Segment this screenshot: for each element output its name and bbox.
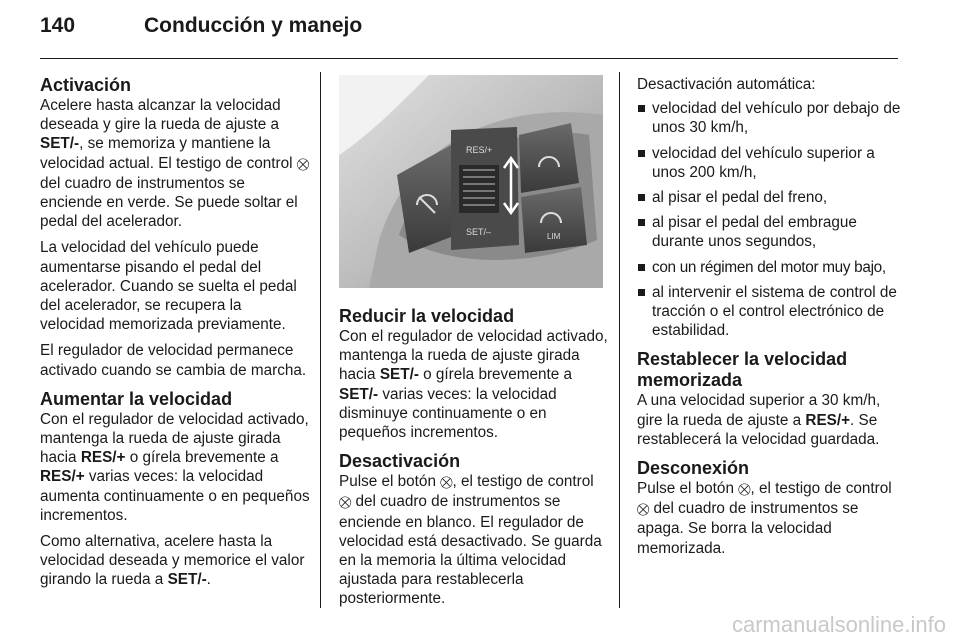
paragraph-activacion-2: La velocidad del vehículo puede aumentarse pisando el pedal del acelerador. Cuando se suelta el pedal del acelerador, se recupera la velocidad memorizada previamente. (40, 239, 297, 334)
cruise-control-icon: ⛒ (637, 502, 650, 517)
list-item: velocidad del vehículo superior a unos 200 km/h, (637, 144, 907, 182)
page-number: 140 (40, 14, 76, 37)
list-item: velocidad del vehículo por debajo de unos 30 km/h, (637, 99, 907, 137)
paragraph-desactivacion-1: Pulse el botón ⛒, el testigo de control ⛒ del cuadro de instrumentos se enciende en blanco. El regulador de velocidad está desactivado. Se guarda en la memoria la última velocidad ajustada para restablecerla posteriormente. (339, 473, 602, 608)
lim-label: LIM (547, 232, 561, 241)
set-label: SET/– (466, 227, 492, 237)
paragraph-restablecer-1: A una velocidad superior a 30 km/h, gire la rueda de ajuste a RES/+. Se restablecerá la velocidad guardada. (637, 392, 881, 448)
header-rule (40, 58, 898, 59)
paragraph-aumentar-2: Como alternativa, acelere hasta la velocidad deseada y memorice el valor girando la rueda a SET/-. (40, 533, 305, 589)
heading-desactivacion: Desactivación (339, 451, 461, 472)
limiter-button (521, 187, 587, 253)
cruise-control-icon: ⛒ (296, 156, 310, 171)
list-item: al pisar el pedal del embrague durante unos segundos, (637, 213, 907, 251)
cruise-control-icon: ⛒ (339, 495, 352, 510)
column-2 (339, 75, 609, 616)
paragraph-activacion-1: Acelere hasta alcanzar la velocidad deseada y gire la rueda de ajuste a SET/-, se memoriza y mantiene la velocidad actual. El testigo de control ⛒ del cuadro de instrumentos se enciende en verde. Se puede soltar el pedal del acelerador. (40, 97, 310, 231)
column-divider-2 (619, 72, 620, 608)
list-item: con un régimen del motor muy bajo, (637, 258, 907, 277)
heading-desconexion: Desconexión (637, 458, 750, 479)
heading-restablecer: Restablecer la velocidad memorizada (637, 349, 848, 391)
auto-deactivation-list (637, 99, 907, 340)
page-header (30, 14, 930, 46)
heading-reducir: Reducir la velocidad (339, 306, 515, 326)
res-label: RES/+ (466, 145, 493, 155)
column-3 (637, 75, 907, 565)
column-divider-1 (320, 72, 321, 608)
paragraph-reducir-1: Con el regulador de velocidad activado, mantenga la rueda de ajuste girada hacia SET/- o gírela brevemente a SET/- varias veces: la velocidad disminuye continuamente o en pequeños incrementos. (339, 328, 608, 442)
paragraph-activacion-3: El regulador de velocidad permanece activado cuando se cambia de marcha. (40, 342, 307, 379)
paragraph-aumentar-1: Con el regulador de velocidad activado, mantenga la rueda de ajuste girada hacia RES/+ o gírela brevemente a RES/+ varias veces: la velocidad aumenta continuamente o en pequeños incrementos. (40, 410, 310, 524)
column-1 (40, 75, 310, 597)
cruise-cancel-icon: ⛒ (440, 475, 453, 490)
heading-activacion: Activación (40, 75, 132, 95)
paragraph-desconexion-1: Pulse el botón ⛒, el testigo de control ⛒ del cuadro de instrumentos se apaga. Se borra la velocidad memorizada. (637, 480, 892, 557)
heading-aumentar: Aumentar la velocidad (40, 388, 233, 409)
steering-wheel-controls-illustration (339, 75, 603, 288)
auto-deactivation-intro: Desactivación automática: (637, 76, 816, 93)
watermark: carmanualsonline.info (731, 612, 946, 637)
page-title: Conducción y manejo (144, 14, 363, 37)
cruise-control-icon: ⛒ (738, 482, 751, 497)
list-item: al intervenir el sistema de control de tracción o el control electrónico de estabilidad. (637, 283, 907, 341)
list-item: al pisar el pedal del freno, (637, 188, 907, 207)
